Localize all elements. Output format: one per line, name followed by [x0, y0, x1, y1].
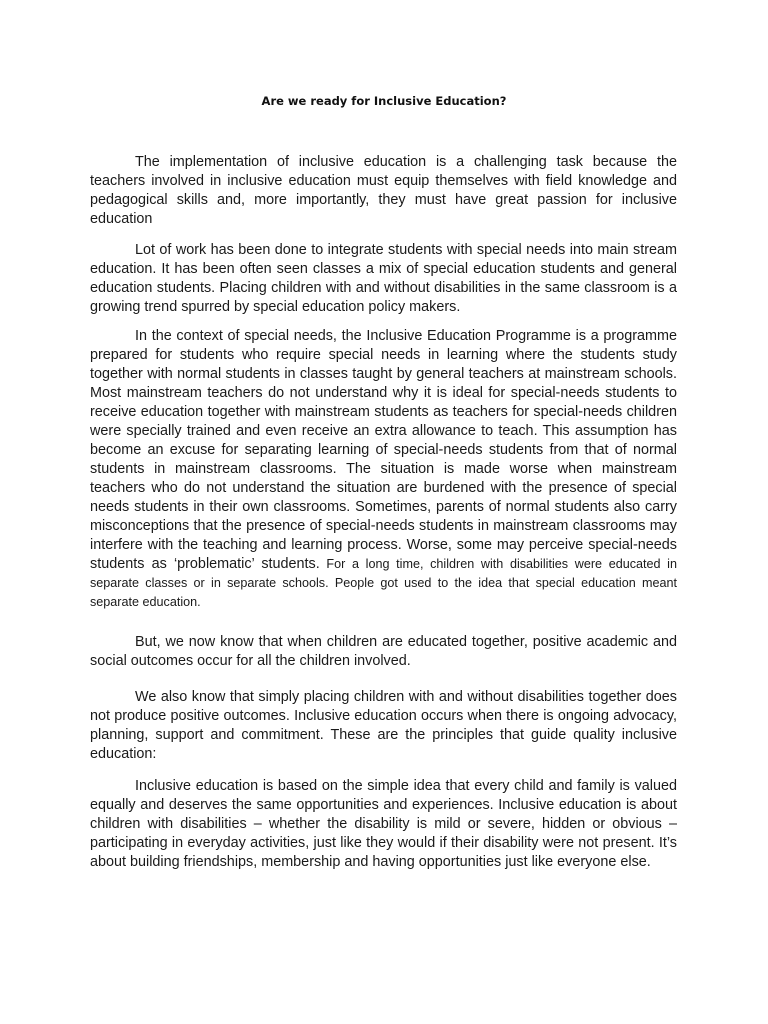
- paragraph-3-tail: For a long time, children with disabilities were educated in separate classes or in separate schools. People got used to the idea that special education meant separate education.: [90, 557, 677, 609]
- paragraph-6: Inclusive education is based on the simple idea that every child and family is valued equally and deserves the same opportunities and experiences. Inclusive education is about children with disabilities – whether the disability is mild or severe, hidden or obvious – participating in everyday activities, just like they would if their disability were not present. It’s about building friendships, membership and having opportunities just like everyone else.: [90, 778, 677, 870]
- paragraph-3: [90, 327, 677, 612]
- paragraph-4: But, we now know that when children are educated together, positive academic and social outcomes occur for all the children involved.: [90, 634, 677, 669]
- paragraph-5: We also know that simply placing children with and without disabilities together does not produce positive outcomes. Inclusive education occurs when there is ongoing advocacy, planning, support and commitment. These are the principles that guide quality inclusive education:: [90, 689, 677, 762]
- document-title: Are we ready for Inclusive Education?: [261, 94, 507, 108]
- paragraph-1: The implementation of inclusive education is a challenging task because the teachers involved in inclusive education must equip themselves with field knowledge and pedagogical skills and, more importantly, they must have great passion for inclusive education: [90, 154, 677, 227]
- paragraph-3-main: In the context of special needs, the Inclusive Education Programme is a programme prepared for students who require special needs in learning where the students study together with normal students in classes taught by general teachers at mainstream schools. Most mainstream teachers do not understand why it is ideal for special-needs students to receive education together with mainstream students as teachers for special-needs children were specially trained and even receive an extra allowance to teach. This assumption has become an excuse for separating learning of special-needs students from that of normal students in mainstream classrooms. The situation is made worse when mainstream teachers who do not understand the situation are burdened with the presence of special needs students in their own classrooms. Sometimes, parents of normal students also carry misconceptions that the presence of special-needs students in mainstream classrooms may interfere with the teaching and learning process. Worse, some may perceive special-needs students as ‘problematic’ students.: [90, 328, 677, 572]
- paragraph-2: Lot of work has been done to integrate students with special needs into main stream education. It has been often seen classes a mix of special education students and general education students. Placing children with and without disabilities in the same classroom is a growing trend spurred by special education policy makers.: [90, 242, 677, 315]
